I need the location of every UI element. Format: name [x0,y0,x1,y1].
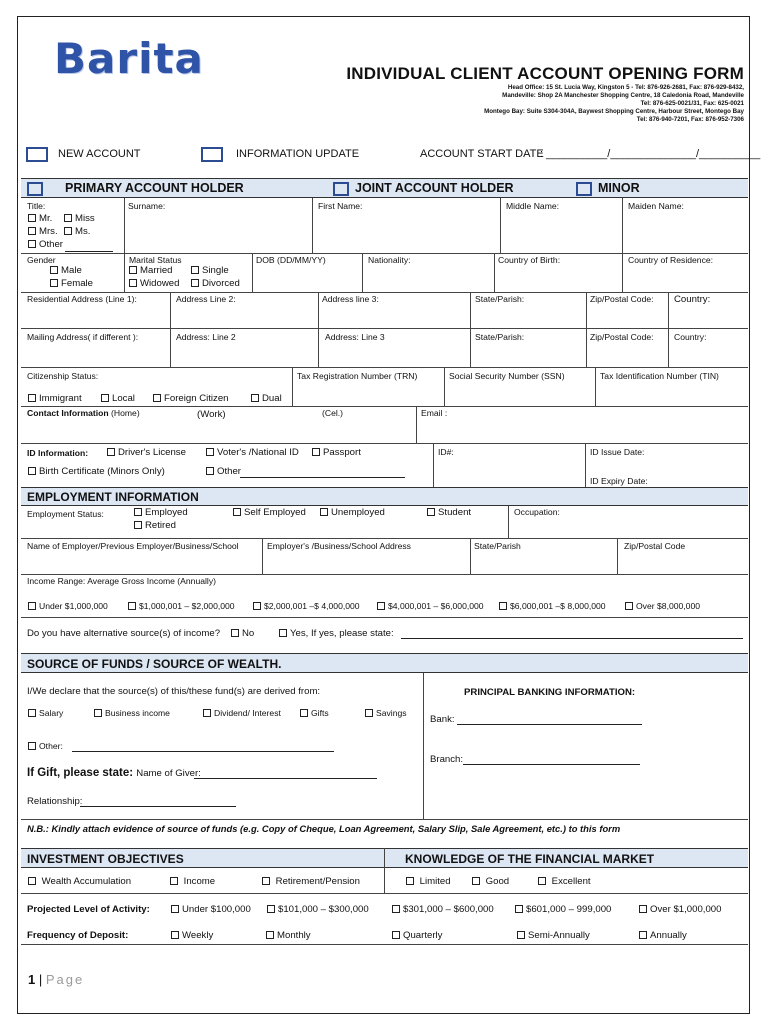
divider [362,253,363,292]
divider [124,198,125,253]
mailing-country-field[interactable]: Country: [674,332,707,342]
relationship-line[interactable] [80,806,236,807]
employment-unemployed-option[interactable]: Unemployed [320,507,385,519]
cell-phone-field[interactable]: (Cel.) [322,408,344,418]
alternative-income-yes-option[interactable]: Yes, If yes, please state: [279,628,394,640]
projected-activity-label: Projected Level of Activity: [27,904,150,915]
id-other-option[interactable]: Other [206,466,241,478]
employment-heading-bar [21,487,748,506]
page-number: 1 [28,972,36,987]
funds-heading: SOURCE OF FUNDS / SOURCE OF WEALTH. [27,657,282,671]
address-line-2-field[interactable]: Address Line 2: [176,294,236,304]
info-update-label: INFORMATION UPDATE [236,148,360,160]
gender-label: Gender [27,255,56,265]
title-label: Title: [27,201,46,211]
residential-address-field[interactable]: Residential Address (Line 1): [27,294,137,304]
citizenship-immigrant-option[interactable]: Immigrant [28,393,82,405]
income-option-4[interactable]: $4,000,001 – $6,000,000 [377,601,484,612]
address-line: Mandeville: Shop 2A Manchester Shopping Centre, 18 Caledonia Road, Mandeville [502,92,744,99]
funds-salary-option[interactable]: Salary [28,708,63,719]
form-title: INDIVIDUAL CLIENT ACCOUNT OPENING FORM [346,64,744,83]
maiden-name-field[interactable]: Maiden Name: [628,201,684,211]
divider [21,944,748,945]
income-option-2[interactable]: $1,000,001 – $2,000,000 [128,601,235,612]
marital-divorced-option[interactable]: Divorced [191,278,240,290]
divider [595,367,596,406]
income-range-label: Income Range: Average Gross Income (Annually) [27,576,216,586]
divider [21,406,748,407]
marital-married-option[interactable]: Married [129,265,173,277]
branch-label: Branch: [430,754,464,765]
employer-address-field[interactable]: Employer's /Business/School Address [267,541,411,551]
surname-field[interactable]: Surname: [128,201,166,211]
objective-income-option[interactable]: Income [170,876,215,888]
funds-evidence-note: N.B.: Kindly attach evidence of source of funds (e.g. Copy of Cheque, Loan Agreement, Salary Slip, Sale Agreement, etc.) to this form [27,823,621,834]
employer-name-field[interactable]: Name of Employer/Previous Employer/Business/School [27,541,239,551]
divider [21,538,748,539]
zip-code-field[interactable]: Zip/Postal Code: [590,294,654,304]
employer-state-field[interactable]: State/Parish [474,541,521,551]
joint-holder-checkbox[interactable] [333,180,349,198]
divider [470,538,471,574]
address-line-3-field[interactable]: Address line 3: [322,294,379,304]
primary-holder-checkbox[interactable] [27,180,43,198]
divider [21,893,748,894]
middle-name-field[interactable]: Middle Name: [506,201,560,211]
relationship-label: Relationship: [27,796,83,807]
divider [622,253,623,292]
address-line: Tel: 876-625-0021/31, Fax: 625-0021 [640,100,744,107]
start-date-field[interactable]: : __________/______________/__________ [540,148,761,160]
page-separator: | [38,972,43,987]
id-number-field[interactable]: ID#: [438,447,454,457]
mailing-zip-field[interactable]: Zip/Postal Code: [590,332,654,342]
title-miss-option[interactable]: Miss [64,213,95,225]
title-ms-option[interactable]: Ms. [64,226,90,238]
new-account-label: NEW ACCOUNT [58,148,141,160]
activity-option-2[interactable]: $101,000 – $300,000 [267,904,369,916]
divider [21,253,748,254]
id-birth-certificate-option[interactable]: Birth Certificate (Minors Only) [28,466,165,478]
frequency-weekly-option[interactable]: Weekly [171,930,213,942]
divider [252,253,253,292]
alternative-income-no-option[interactable]: No [231,628,254,640]
minor-label: MINOR [598,181,640,195]
id-drivers-license-option[interactable]: Driver's License [107,447,186,459]
knowledge-heading: KNOWLEDGE OF THE FINANCIAL MARKET [405,852,655,866]
minor-checkbox[interactable] [576,180,592,198]
mailing-address-line-2-field[interactable]: Address: Line 2 [176,332,236,342]
id-issue-date-field[interactable]: ID Issue Date: [590,447,645,457]
frequency-annual-option[interactable]: Annually [639,930,687,942]
primary-holder-label: PRIMARY ACCOUNT HOLDER [65,181,244,195]
funds-gifts-option[interactable]: Gifts [300,708,329,719]
divider [622,198,623,253]
title-other-line[interactable] [65,251,113,252]
office-addresses [414,84,744,124]
income-option-1[interactable]: Under $1,000,000 [28,601,108,612]
page-footer [28,972,84,987]
country-of-birth-field[interactable]: Country of Birth: [498,255,561,265]
divider [470,292,471,367]
income-option-6[interactable]: Over $8,000,000 [625,601,700,612]
bank-label: Bank: [430,714,455,725]
tin-field[interactable]: Tax Identification Number (TIN) [600,371,719,381]
citizenship-foreign-option[interactable]: Foreign Citizen [153,393,229,405]
id-information-label: ID Information: [27,448,89,458]
id-voters-option[interactable]: Voter's /National ID [206,447,299,459]
state-parish-field[interactable]: State/Parish: [475,294,525,304]
funds-business-option[interactable]: Business income [94,708,170,719]
investment-heading: INVESTMENT OBJECTIVES [27,852,184,866]
income-option-5[interactable]: $6,000,001 –$ 8,000,000 [499,601,606,612]
objective-wealth-option[interactable]: Wealth Accumulation [28,876,131,888]
activity-option-1[interactable]: Under $100,000 [171,904,251,916]
divider [21,367,748,368]
country-field[interactable]: Country: [674,294,711,305]
divider [494,253,495,292]
alternative-income-question: Do you have alternative source(s) of income? [27,628,221,639]
activity-option-4[interactable]: $601,000 – 999,000 [515,904,611,916]
divider [21,574,748,575]
page-label: Page [45,972,85,987]
principal-banking-label: PRINCIPAL BANKING INFORMATION: [464,687,636,698]
divider [416,406,417,443]
id-passport-option[interactable]: Passport [312,447,361,459]
frequency-monthly-option[interactable]: Monthly [266,930,311,942]
employment-retired-option[interactable]: Retired [134,520,176,532]
giver-name-line[interactable] [194,778,377,779]
gender-male-option[interactable]: Male [50,265,82,277]
income-option-3[interactable]: $2,000,001 –$ 4,000,000 [253,601,360,612]
citizenship-status-label: Citizenship Status: [27,371,99,381]
divider [292,367,293,406]
divider [500,198,501,253]
divider [21,617,748,618]
marital-single-option[interactable]: Single [191,265,229,277]
deposit-frequency-label: Frequency of Deposit: [27,930,129,941]
mailing-address-line-3-field[interactable]: Address: Line 3 [325,332,385,342]
gender-female-option[interactable]: Female [50,278,93,290]
knowledge-good-option[interactable]: Good [472,876,509,888]
occupation-field[interactable]: Occupation: [514,507,560,517]
divider [617,538,618,574]
mailing-state-field[interactable]: State/Parish: [475,332,525,342]
title-mrs-option[interactable]: Mrs. [28,226,58,238]
knowledge-limited-option[interactable]: Limited [406,876,451,888]
divider [170,292,171,367]
frequency-quarterly-option[interactable]: Quarterly [392,930,442,942]
activity-option-5[interactable]: Over $1,000,000 [639,904,721,916]
barita-logo: Barita [54,34,204,83]
title-other-option[interactable]: Other [28,239,63,251]
divider [586,292,587,367]
citizenship-local-option[interactable]: Local [101,393,135,405]
knowledge-excellent-option[interactable]: Excellent [538,876,591,888]
employment-employed-option[interactable]: Employed [134,507,188,519]
country-of-residence-field[interactable]: Country of Residence: [628,255,714,265]
address-line: Tel: 876-940-7201, Fax: 876-952-7306 [636,116,744,123]
divider [124,253,125,292]
divider [312,198,313,253]
contact-info-label: Contact Information (Home) [27,408,140,418]
branch-line[interactable] [463,764,640,765]
nationality-field[interactable]: Nationality: [368,255,411,265]
alternative-income-line[interactable] [401,638,743,639]
divider [262,538,263,574]
funds-other-line[interactable] [72,751,334,752]
id-other-line[interactable] [240,477,405,478]
employer-zip-field[interactable]: Zip/Postal Code [624,541,686,551]
dob-field[interactable]: DOB (DD/MM/YY) [256,255,326,265]
divider [21,819,748,820]
employment-heading: EMPLOYMENT INFORMATION [27,490,199,504]
email-field[interactable]: Email : [421,408,448,418]
funds-declaration-label: I/We declare that the source(s) of this/these fund(s) are derived from: [27,686,321,697]
funds-other-option[interactable]: Other: [28,741,63,752]
employment-self-employed-option[interactable]: Self Employed [233,507,306,519]
start-date-label: ACCOUNT START DATE [420,148,544,160]
divider [384,848,385,893]
citizenship-dual-option[interactable]: Dual [251,393,282,405]
employment-status-label: Employment Status: [27,509,104,519]
objective-retirement-option[interactable]: Retirement/Pension [262,876,360,888]
address-line: Montego Bay: Suite S304-304A, Baywest Shopping Centre, Harbour Street, Montego Bay [484,108,744,115]
divider [21,328,748,329]
activity-option-3[interactable]: $301,000 – $600,000 [392,904,494,916]
address-line: Head Office: 15 St. Lucia Way, Kingston 5 - Tel: 876-926-2681, Fax: 876-929-8432, [507,84,744,91]
mailing-address-field[interactable]: Mailing Address( if different ): [27,332,139,342]
funds-dividend-option[interactable]: Dividend/ Interest [203,708,281,719]
divider [423,673,424,819]
frequency-semiannual-option[interactable]: Semi-Annually [517,930,590,942]
funds-savings-option[interactable]: Savings [365,708,407,719]
funds-heading-bar [21,653,748,673]
work-phone-field[interactable]: (Work) [197,409,226,420]
divider [444,367,445,406]
bank-line[interactable] [457,724,642,725]
first-name-field[interactable]: First Name: [318,201,363,211]
title-mr-option[interactable]: Mr. [28,213,52,225]
marital-status-label: Marital Status [129,255,182,265]
divider [508,506,509,538]
trn-field[interactable]: Tax Registration Number (TRN) [297,371,418,381]
divider [668,292,669,367]
id-expiry-date-field[interactable]: ID Expiry Date: [590,476,648,486]
joint-holder-label: JOINT ACCOUNT HOLDER [355,181,514,195]
ssn-field[interactable]: Social Security Number (SSN) [449,371,565,381]
divider [433,443,434,488]
new-account-checkbox[interactable] [26,146,48,164]
holder-type-bar [21,178,748,198]
marital-widowed-option[interactable]: Widowed [129,278,179,290]
divider [585,443,586,488]
divider [21,292,748,293]
divider [318,292,319,367]
employment-student-option[interactable]: Student [427,507,471,519]
info-update-checkbox[interactable] [201,146,223,164]
if-gift-label: If Gift, please state: Name of Giver: [27,767,201,779]
divider [21,443,748,444]
